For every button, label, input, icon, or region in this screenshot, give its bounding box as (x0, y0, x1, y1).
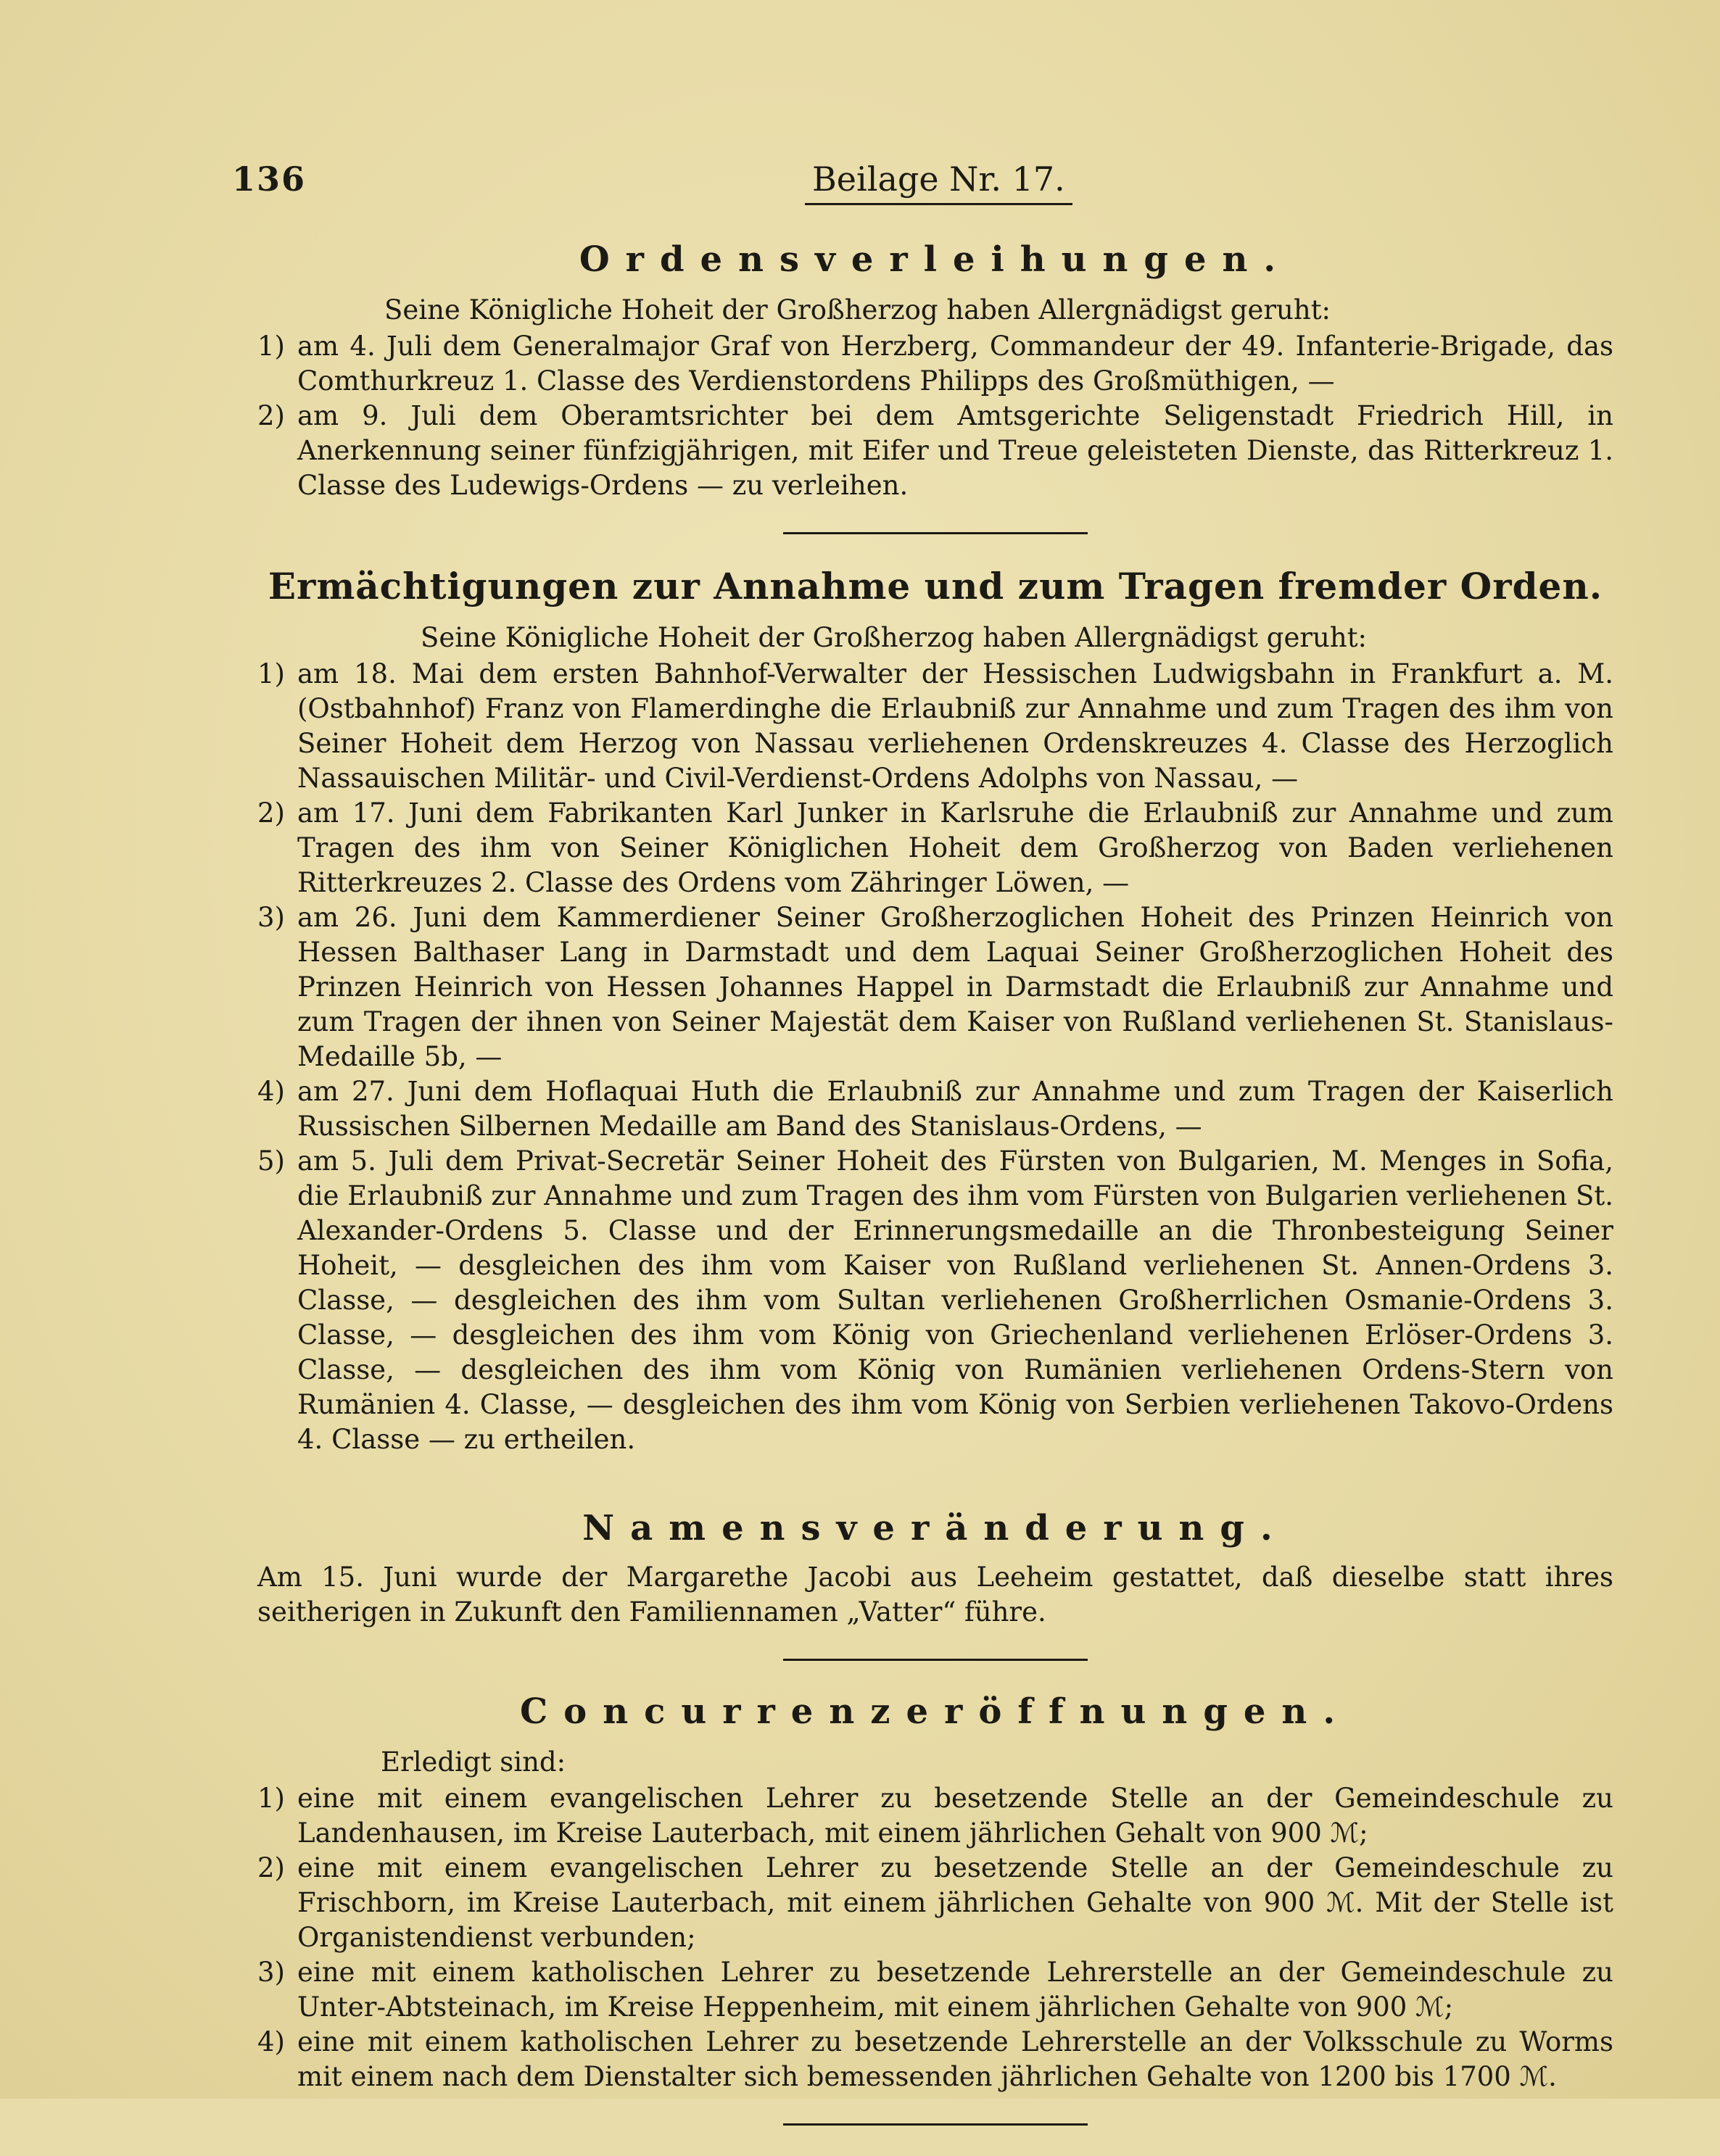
item-text: am 18. Mai dem ersten Bahnhof-Verwalter der Hessischen Ludwigsbahn in Frankfurt a. M. (Ostbahnhof) Franz von Flamerdinghe die Erlaubniß zur Annahme und zum Tragen des ihm von Seiner Hoheit dem Herzog von Nassau verliehenen Ordenskreuzes 4. Classe des Herzoglich Nassauischen Militär- und Civil-Verdienst-Ordens Adolphs von Nassau, — (297, 658, 1613, 794)
list-item (257, 1144, 1613, 1457)
section-divider (783, 1659, 1088, 1661)
section-intro: Seine Königliche Hoheit der Großherzog haben Allergnädigst geruht: (384, 294, 1331, 326)
section-intro: Seine Königliche Hoheit der Großherzog haben Allergnädigst geruht: (421, 622, 1368, 653)
item-list (257, 657, 1613, 1457)
list-item (257, 796, 1613, 900)
page-header (232, 152, 1465, 210)
section-namensveraenderung (257, 1508, 1613, 1630)
section-title: Concurrenzeröffnungen. (519, 1691, 1352, 1732)
section-paragraph: Am 15. Juni wurde der Margarethe Jacobi aus Leeheim gestattet, daß dieselbe statt ihres seitherigen in Zukunft den Familiennamen „Vatter“ führe. (257, 1562, 1613, 1628)
list-item (257, 2025, 1613, 2094)
item-text: am 9. Juli dem Oberamtsrichter bei dem Amtsgerichte Seligenstadt Friedrich Hill, in Anerkennung seiner fünfzigjährigen, mit Eifer und Treue geleisteten Dienste, das Ritterkreuz 1. Classe des Ludewigs-Ordens — zu verleihen. (297, 400, 1613, 501)
section-title: Namensveränderung. (582, 1508, 1289, 1548)
item-text: eine mit einem katholischen Lehrer zu besetzende Lehrerstelle an der Volksschule zu Worms mit einem nach dem Dienstalter sich bemessenden jährlichen Gehalte von 1200 bis 1700 ℳ. (297, 2026, 1613, 2092)
page-content (257, 239, 1613, 2156)
supplement-title: Beilage Nr. 17. (805, 159, 1072, 205)
item-list (257, 1781, 1613, 2094)
list-item (257, 1851, 1613, 1955)
item-number: 5) (257, 1145, 285, 1177)
item-text: am 4. Juli dem Generalmajor Graf von Herzberg, Commandeur der 49. Infanterie-Brigade, das Comthurkreuz 1. Classe des Verdienstordens Philipps des Großmüthigen, — (297, 331, 1613, 397)
item-text: am 26. Juni dem Kammerdiener Seiner Großherzoglichen Hoheit des Prinzen Heinrich von Hessen Balthaser Lang in Darmstadt und dem Laquai Seiner Großherzoglichen Hoheit des Prinzen Heinrich von Hessen Johannes Happel in Darmstadt die Erlaubniß zur Annahme und zum Tragen der ihnen von Seiner Majestät dem Kaiser von Rußland verliehenen St. Stanislaus-Medaille 5b, — (297, 902, 1613, 1072)
section-title: Ordensverleihungen. (579, 239, 1292, 280)
list-item (257, 900, 1613, 1074)
list-item (257, 1074, 1613, 1144)
list-item (257, 329, 1613, 399)
list-item (257, 1955, 1613, 2025)
item-text: eine mit einem evangelischen Lehrer zu besetzende Stelle an der Gemeindeschule zu Frischborn, im Kreise Lauterbach, mit einem jährlichen Gehalte von 900 ℳ. Mit der Stelle ist Organistendienst verbunden; (297, 1852, 1613, 1953)
item-number: 4) (257, 2026, 285, 2057)
item-text: eine mit einem evangelischen Lehrer zu besetzende Stelle an der Gemeindeschule zu Landenhausen, im Kreise Lauterbach, mit einem jährlichen Gehalt von 900 ℳ; (297, 1783, 1613, 1849)
section-ordensverleihungen (257, 239, 1613, 503)
item-number: 1) (257, 1783, 285, 1814)
item-number: 2) (257, 797, 285, 829)
section-title: Ermächtigungen zur Annahme und zum Tragen fremder Orden. (268, 565, 1603, 608)
list-item (257, 1781, 1613, 1851)
item-list (257, 329, 1613, 503)
list-item (257, 657, 1613, 796)
item-number: 2) (257, 400, 285, 431)
item-text: am 17. Juni dem Fabrikanten Karl Junker in Karlsruhe die Erlaubniß zur Annahme und zum Tragen des ihm von Seiner Königlichen Hoheit dem Großherzog von Baden verliehenen Ritterkreuzes 2. Classe des Ordens vom Zähringer Löwen, — (297, 797, 1613, 898)
page-number: 136 (232, 159, 307, 199)
item-text: eine mit einem katholischen Lehrer zu besetzende Lehrerstelle an der Gemeindeschule zu Unter-Abtsteinach, im Kreise Heppenheim, mit einem jährlichen Gehalte von 900 ℳ; (297, 1957, 1613, 2023)
item-text: am 5. Juli dem Privat-Secretär Seiner Hoheit des Fürsten von Bulgarien, M. Menges in Sofia, die Erlaubniß zur Annahme und zum Tragen des ihm vom Fürsten von Bulgarien verliehenen St. Alexander-Ordens 5. Classe und der Erinnerungsmedaille an die Thronbesteigung Seiner Hoheit, — desgleichen des ihm vom Kaiser von Rußland verliehenen St. Annen-Ordens 3. Classe, — desgleichen des ihm vom Sultan verliehenen Großherrlichen Osmanie-Ordens 3. Classe, — desgleichen des ihm vom König von Griechenland verliehenen Erlöser-Ordens 3. Classe, — desgleichen des ihm vom König von Rumänien verliehenen Ordens-Stern von Rumänien 4. Classe, — desgleichen des ihm vom König von Serbien verliehenen Takovo-Ordens 4. Classe — zu ertheilen. (297, 1145, 1613, 1455)
item-number: 4) (257, 1076, 285, 1107)
item-number: 1) (257, 331, 285, 362)
section-intro: Erledigt sind: (381, 1746, 566, 1778)
item-number: 3) (257, 902, 285, 933)
section-ermaechtigungen (257, 565, 1613, 1457)
section-divider (783, 2123, 1088, 2126)
list-item (257, 399, 1613, 503)
section-concurrenzeroeffnungen (257, 1691, 1613, 2094)
section-divider (783, 532, 1088, 534)
item-number: 2) (257, 1852, 285, 1883)
item-number: 1) (257, 658, 285, 689)
item-number: 3) (257, 1957, 285, 1988)
item-text: am 27. Juni dem Hoflaquai Huth die Erlaubniß zur Annahme und zum Tragen der Kaiserlich Russischen Silbernen Medaille am Band des Stanislaus-Ordens, — (297, 1076, 1613, 1142)
